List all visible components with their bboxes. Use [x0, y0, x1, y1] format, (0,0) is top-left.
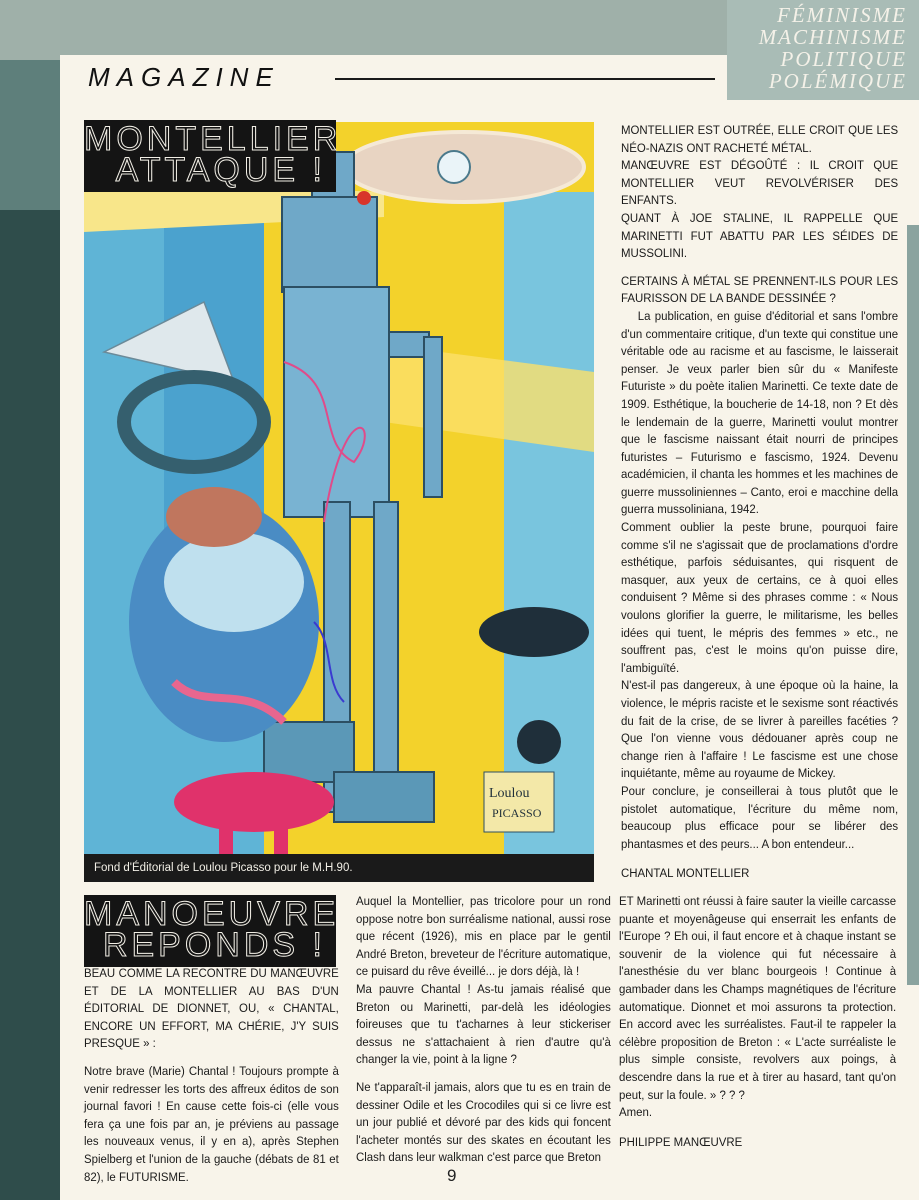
- headline-manoeuvre: [84, 895, 340, 967]
- montellier-paragraph-2: Comment oublier la peste brune, pourquoi faire comme s'il ne s'agissait que de proclamations d'ordre esthétique, parfois séduisantes, qui risquent de masquer, aux yeux de certains, ce à quoi elles conduisent ? Même si des phrases comme : « Nous voulons glorifier la guerre, le militarisme, les belles idées qui tuent, le mépris des femmes » etc., ne souffrent pas, c'est le moins qu'on puisse dire, l'ambiguïté.: [621, 520, 899, 675]
- manoeuvre-paragraph-4: Ne t'apparaît-il jamais, alors que tu es en train de dessiner Odile et les Crocodiles qui si ce livre est un jour publié et dévoré par des kids qui foncent l'acheter montés sur des skates en écoutant les Clash dans leur walkman c'est parce que Breton: [356, 1079, 611, 1165]
- left-color-band: [0, 60, 60, 1200]
- montellier-lead-2: MANŒUVRE EST DÉGOÛTÉ : IL CROIT QUE MONTELLIER VEUT REVOLVÉRISER DES ENFANTS.: [621, 158, 899, 208]
- left-color-band-light: [0, 60, 60, 210]
- manoeuvre-column-1: [84, 965, 339, 1186]
- manoeuvre-paragraph-2: Auquel la Montellier, pas tricolore pour un rond oppose notre bon surréalisme national, aussi rose que récent (1926), mis en place par le gentil André Breton, breveteur de l'écriture automatique, ce puisard du rêve éveillé... je dors déjà, là !: [356, 894, 611, 979]
- topic-4: POLÉMIQUE: [768, 69, 907, 93]
- page-number: 9: [447, 1166, 457, 1185]
- robot-illustration: [84, 122, 594, 854]
- headline-montellier-line1: MONTELLIER: [84, 120, 342, 158]
- manoeuvre-paragraph-3: Ma pauvre Chantal ! As-tu jamais réalisé que Breton ou Marinetti, par-delà les idéologies foireuses que tu t'acharnes à leur stickeriser dessus ne s'attachaient à rien d'autre qu'à changer la vie, point à la ligne ?: [356, 981, 611, 1067]
- svg-text:PICASSO: PICASSO: [492, 806, 542, 820]
- montellier-lead-3: QUANT À JOE STALINE, IL RAPPELLE QUE MARINETTI FUT ABATTU PAR LES SÉIDES DE MUSSOLINI.: [621, 210, 899, 261]
- manoeuvre-amen: Amen.: [619, 1105, 653, 1120]
- headline-montellier-line2: ATTAQUE !: [115, 151, 326, 189]
- manoeuvre-column-2: [356, 893, 611, 1167]
- section-rule: [335, 78, 715, 80]
- section-label: MAGAZINE: [88, 62, 280, 92]
- manoeuvre-column-3: [619, 893, 896, 1151]
- manoeuvre-intro: BEAU COMME LA RECONTRE DU MANŒUVRE ET DE LA MONTELLIER AU BAS D'UN ÉDITORIAL DE DIONNET, OU, « CHANTAL, ENCORE UN EFFORT, MA CHÉRIE, J'Y SUIS PRESQUE » :: [84, 966, 339, 1051]
- topic-1: FÉMINISME: [777, 3, 907, 27]
- artist-signature-text: Loulou: [489, 786, 530, 801]
- manoeuvre-paragraph-1: Notre brave (Marie) Chantal ! Toujours prompte à venir redresser les torts des affreux éditos de son journal favori ! En cause cette fois-ci (elle vous fera ça une fois par an, je préviens au passage les nouveaux venus, il y en a), après Stephen Spielberg et l'union de la gauche (débats de 81 et 82), le FUTURISME.: [84, 1063, 339, 1184]
- headline-manoeuvre-line2: REPONDS !: [102, 926, 326, 964]
- manoeuvre-paragraph-5: ET Marinetti ont réussi à faire sauter la vieille carcasse puante et moyenâgeuse qui enserrait les enfants de l'Europe ? Eh oui, il faut encore et à chaque instant se souvenir de la violence qui fut nécessaire à l'anesthésie du ver blanc bourgeois ! Continue à gambader dans les Champs magnétiques de l'écriture automatique. Dionnet et moi assurons ta protection. En accord avec les surréalistes. Faut-il te rappeler la célèbre proposition de Breton : « L'acte surréaliste le plus simple consiste, revolvers aux poings, à descendre dans la rue et à tirer au hasard, tant qu'on peut, sur la foule. » ? ? ?: [619, 894, 897, 1102]
- illustration-caption: Fond d'Éditorial de Loulou Picasso pour le M.H.90.: [84, 854, 594, 882]
- topic-3: POLITIQUE: [780, 47, 907, 71]
- topic-2: MACHINISME: [758, 25, 907, 49]
- headline-montellier: [84, 120, 342, 192]
- right-color-band: [907, 225, 919, 985]
- montellier-signature: CHANTAL MONTELLIER: [621, 866, 750, 881]
- montellier-paragraph-3: N'est-il pas dangereux, à une époque où la haine, la violence, le mépris raciste et le sexisme sont réactivés du fait de la crise, de se livrer à pareilles facéties ? Que l'on vienne vous dédouaner après coup ne change rien à l'affaire ! Le fascisme est une chose inquiétante, même au royaume de Mickey.: [621, 678, 899, 781]
- montellier-lead-1: MONTELLIER EST OUTRÉE, ELLE CROIT QUE LES NÉO-NAZIS ONT RACHETÉ MÉTAL.: [621, 123, 899, 155]
- montellier-article: [621, 122, 898, 883]
- montellier-paragraph-4: Pour conclure, je conseillerai à tous plutôt que le pistolet automatique, l'écriture du même nom, beaucoup plus efficace pour se libérer des phantasmes et des peurs... A bon entendeur...: [621, 783, 899, 851]
- montellier-paragraph-1: La publication, en guise d'éditorial et sans l'ombre d'un commentaire critique, d'un texte qui constitue une véritable ode au racisme et au fascisme, le laisserait penser. Je veux parler bien sûr du « Manifeste Futuriste » du poète italien Marinetti. Ce texte date de 1909. Esthétique, la boucherie de 14-18, non ? Et dès le lendemain de la guerre, Marinetti voulut montrer que le fascisme naissant était nourri de principes futuristes – Futurismo e fascismo, 1924. Devenu académicien, il chanta les hommes et les machines de guerre mussoliniennes – Canto, eroi e macchine della guerra mussoliniana, 1942.: [621, 308, 899, 517]
- montellier-lead-4: CERTAINS À MÉTAL SE PRENNENT-ILS POUR LES FAURISSON DE LA BANDE DESSINÉE ?: [621, 273, 899, 306]
- manoeuvre-signature: PHILIPPE MANŒUVRE: [619, 1134, 743, 1149]
- headline-manoeuvre-line1: MANOEUVRE: [84, 895, 340, 933]
- topics-box: [727, 0, 919, 100]
